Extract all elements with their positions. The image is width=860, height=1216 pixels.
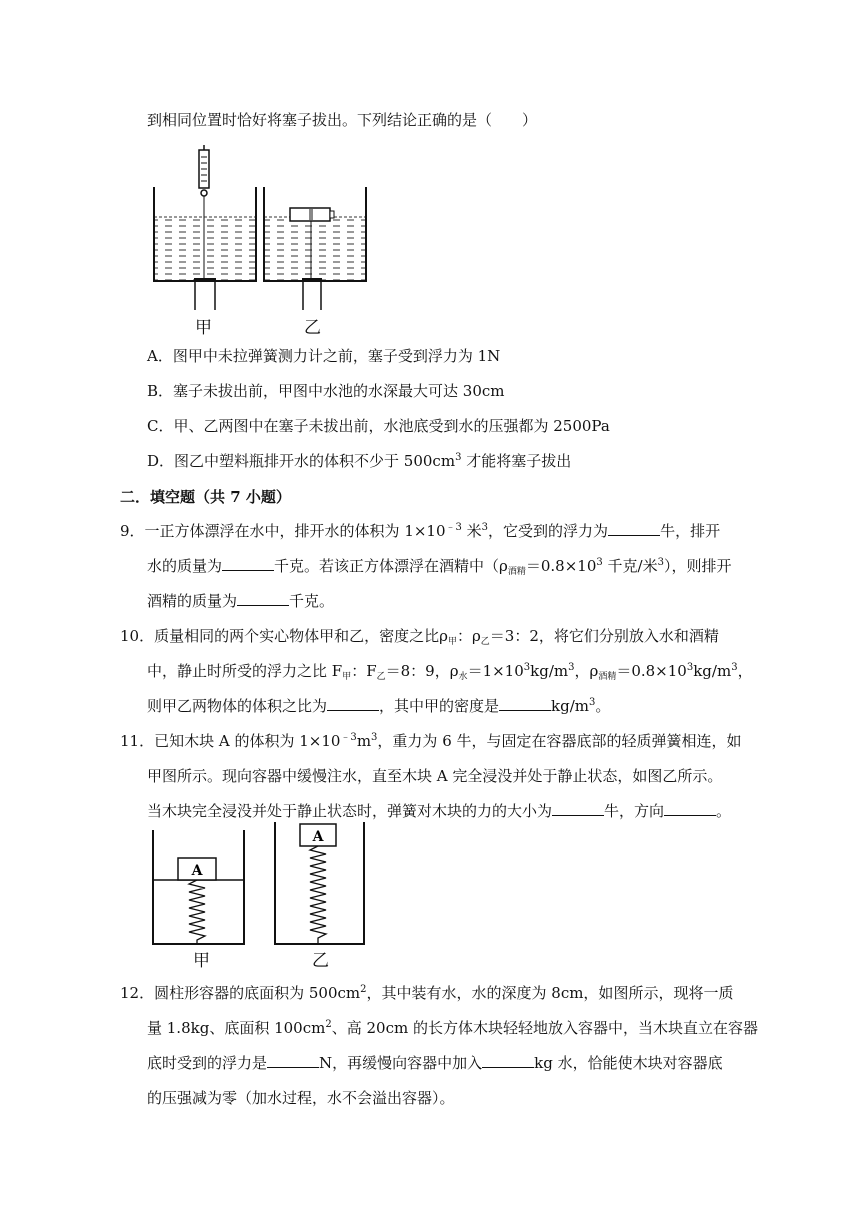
q10-line1: 10．质量相同的两个实心物体甲和乙，密度之比$\rho_甲$：$\rho_乙=3$：2，将它们分别放入水和酒精 [120, 627, 719, 647]
q10-line2: 中，静止时所受的浮力之比 $F_甲$：$F_乙=8$：9，$\rho_水=1\times 10^3kg/m^3$，$\rho_{酒精}=0.8\times 10^3kg/m^3$， [147, 662, 753, 682]
q11-line1: 11．已知木块 A 的体积为 $1\times 10^{﹣3}m^3$，重力为 6 牛，与固定在容器底部的轻质弹簧相连，如 [120, 732, 742, 750]
answer-blank[interactable] [222, 556, 274, 571]
q10-line3: 则甲乙两物体的体积之比为 ，其中甲的密度是 $kg/m^3$。 [147, 697, 611, 715]
figure-label-yi: 乙 [304, 318, 321, 338]
answer-blank[interactable] [552, 801, 604, 816]
q12-line4: 的压强减为零（加水过程，水不会溢出容器）。 [147, 1089, 455, 1107]
figure-label-jia: 甲 [193, 951, 210, 971]
q9-line3: 酒精的质量为 千克。 [147, 592, 335, 610]
section-title: 二．填空题（共 7 小题） [120, 488, 291, 506]
q9-line2: 水的质量为 千克。若该正方体漂浮在酒精中（$\rho_{酒精}=0.8\times 10^3$ 千克/米$^3$），则排开 [147, 557, 732, 577]
answer-blank[interactable] [608, 521, 660, 536]
q11-line2: 甲图所示。现向容器中缓慢注水，直至木块 A 完全浸没并处于静止状态，如图乙所示。 [147, 767, 723, 785]
question-continuation: 到相同位置时恰好将塞子拔出。下列结论正确的是（ ） [147, 111, 538, 129]
figure-water-tanks [150, 145, 390, 330]
answer-blank[interactable] [499, 696, 551, 711]
option-b[interactable]: B．塞子未拔出前，甲图中水池的水深最大可达 30cm [147, 382, 505, 400]
option-d[interactable]: D．图乙中塑料瓶排开水的体积不少于 $500cm^3$ 才能将塞子拔出 [147, 452, 572, 470]
q12-line3: 底时受到的浮力是 N，再缓慢向容器中加入 kg 水，恰能使木块对容器底 [147, 1054, 723, 1072]
svg-text:A: A [312, 829, 324, 845]
figure-spring-block [150, 822, 380, 952]
answer-blank[interactable] [482, 1053, 534, 1068]
answer-blank[interactable] [327, 696, 379, 711]
q11-line3: 当木块完全浸没并处于静止状态时，弹簧对木块的力的大小为 牛，方向 。 [147, 802, 732, 820]
figure-label-yi: 乙 [312, 951, 329, 971]
svg-text:A: A [191, 863, 203, 879]
figure-label-jia: 甲 [195, 318, 212, 338]
q12-line2: 量 1.8kg、底面积 $100cm^2$、高 20cm 的长方体木块轻轻地放入容器中，当木块直立在容器 [147, 1019, 758, 1037]
answer-blank[interactable] [237, 591, 289, 606]
answer-blank[interactable] [267, 1053, 319, 1068]
option-c[interactable]: C．甲、乙两图中在塞子未拔出前，水池底受到水的压强都为 2500Pa [147, 417, 610, 435]
option-a[interactable]: A．图甲中未拉弹簧测力计之前，塞子受到浮力为 1N [147, 347, 501, 365]
answer-blank[interactable] [664, 801, 716, 816]
q9-line1: 9．一正方体漂浮在水中，排开水的体积为 $1\times 10^{﹣3}$ 米$^3$，它受到的浮力为 牛，排开 [120, 522, 721, 540]
q12-line1: 12．圆柱形容器的底面积为 $500cm^2$，其中装有水，水的深度为 8cm，如图所示，现将一质 [120, 984, 734, 1002]
